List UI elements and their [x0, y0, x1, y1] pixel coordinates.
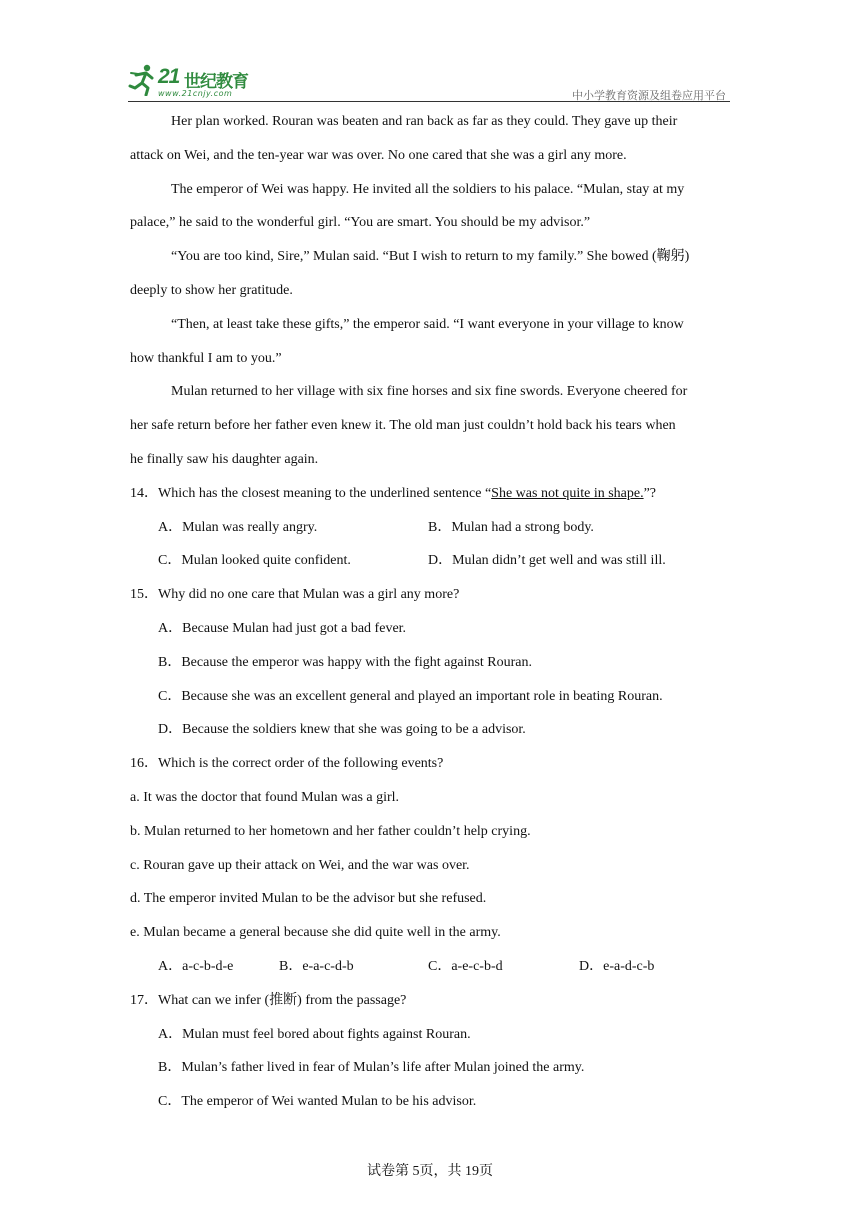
question-14-stem: 14．Which has the closest meaning to the underlined sentence “She was not quite in shape.”? [130, 485, 657, 501]
logo-number: 21 [158, 65, 180, 88]
logo [128, 62, 268, 102]
q16-option-d[interactable]: D．e-a-d-c-b [579, 958, 655, 974]
passage-line: “You are too kind, Sire,” Mulan said. “But I wish to return to my family.” She bowed (鞠躬) [171, 249, 690, 265]
question-16-stem: 16．Which is the correct order of the following events? [130, 756, 444, 772]
q16-option-a[interactable]: A．a-c-b-d-e [158, 958, 234, 974]
header-tagline: 中小学教育资源及组卷应用平台 [572, 89, 726, 102]
passage-line: “Then, at least take these gifts,” the emperor said. “I want everyone in your village to know [171, 316, 684, 332]
passage-line: he finally saw his daughter again. [130, 451, 319, 467]
q16-event-e: e. Mulan became a general because she did quite well in the army. [130, 925, 501, 941]
logo-url: www.21cnjy.com [158, 89, 233, 98]
q14-options-row [130, 544, 738, 578]
q14-option-c[interactable]: C．Mulan looked quite confident. [158, 553, 351, 569]
q16-event-a: a. It was the doctor that found Mulan was a girl. [130, 789, 400, 805]
document-body [130, 105, 738, 1119]
passage-line: how thankful I am to you.” [130, 350, 282, 366]
q16-option-c[interactable]: C．a-e-c-b-d [428, 958, 503, 974]
passage-line: Mulan returned to her village with six fine horses and six fine swords. Everyone cheered for [171, 384, 688, 400]
q14-option-d[interactable]: D．Mulan didn’t get well and was still ill. [428, 553, 666, 569]
q16-event-c: c. Rouran gave up their attack on Wei, and the war was over. [130, 857, 470, 873]
q14-option-a[interactable]: A．Mulan was really angry. [158, 519, 318, 535]
passage-line: palace,” he said to the wonderful girl. “You are smart. You should be my advisor.” [130, 215, 591, 231]
question-17-stem: 17．What can we infer (推断) from the passage? [130, 992, 407, 1008]
passage-line: deeply to show her gratitude. [130, 282, 293, 298]
q15-option-d[interactable]: D．Because the soldiers knew that she was going to be a advisor. [158, 722, 526, 738]
q14-option-b[interactable]: B．Mulan had a strong body. [428, 519, 594, 535]
passage-line: her safe return before her father even knew it. The old man just couldn’t hold back his tears when [130, 418, 676, 434]
q16-option-b[interactable]: B．e-a-c-d-b [279, 958, 354, 974]
q17-option-a[interactable]: A．Mulan must feel bored about fights against Rouran. [158, 1026, 471, 1042]
logo-text: 世纪教育 [184, 72, 248, 92]
q17-option-b[interactable]: B．Mulan’s father lived in fear of Mulan’s life after Mulan joined the army. [158, 1060, 585, 1076]
header-divider [128, 101, 730, 102]
q16-options-row [130, 950, 738, 984]
question-15-stem: 15．Why did no one care that Mulan was a girl any more? [130, 587, 460, 603]
q17-option-c[interactable]: C．The emperor of Wei wanted Mulan to be his advisor. [158, 1094, 477, 1110]
q15-option-c[interactable]: C．Because she was an excellent general and played an important role in beating Rouran. [158, 688, 663, 704]
passage-line: attack on Wei, and the ten-year war was over. No one cared that she was a girl any more. [130, 147, 627, 163]
page-footer: 试卷第 5页，共 19页 [367, 1164, 493, 1179]
q16-event-d: d. The emperor invited Mulan to be the advisor but she refused. [130, 891, 487, 907]
passage-line: The emperor of Wei was happy. He invited all the soldiers to his palace. “Mulan, stay at my [171, 181, 685, 197]
q16-event-b: b. Mulan returned to her hometown and her father couldn’t help crying. [130, 823, 531, 839]
q14-options-row [130, 511, 738, 545]
q15-option-a[interactable]: A．Because Mulan had just got a bad fever. [158, 620, 407, 636]
passage-line: Her plan worked. Rouran was beaten and ran back as far as they could. They gave up their [171, 114, 678, 129]
runner-icon [128, 64, 158, 96]
underlined-sentence: She was not quite in shape. [491, 485, 644, 501]
q15-option-b[interactable]: B．Because the emperor was happy with the fight against Rouran. [158, 654, 533, 670]
page-header [128, 62, 730, 104]
